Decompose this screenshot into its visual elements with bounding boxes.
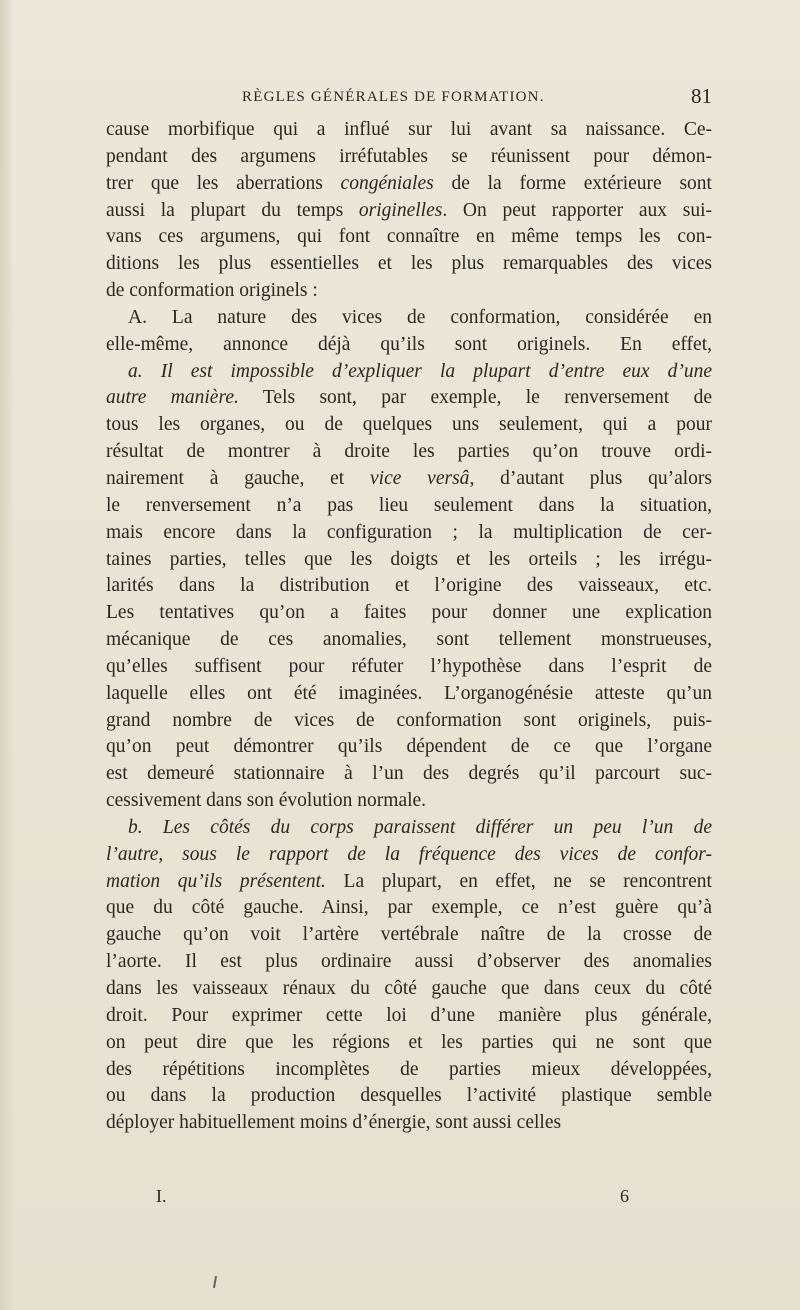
italic-segment: b. Les côtés du corps paraissent différer un peu l’un de — [128, 816, 712, 838]
text-segment: . On peut rapporter aux sui- — [442, 199, 712, 221]
text-line — [106, 681, 712, 708]
text-segment: cessivement dans son évolution normale. — [106, 790, 427, 812]
text-line — [106, 493, 712, 520]
text-line — [106, 520, 712, 547]
text-line — [106, 869, 712, 896]
text-line — [106, 734, 712, 761]
text-segment: A. La nature des vices de conformation, considérée en — [128, 306, 712, 328]
italic-segment: a. Il est impossible d’expliquer la plupart d’entre eux d’une — [128, 360, 712, 382]
signature-mark: I. — [156, 1186, 167, 1206]
text-line — [106, 895, 712, 922]
text-line — [106, 573, 712, 600]
text-segment: trer que les aberrations — [106, 172, 341, 194]
text-segment: aussi la plupart du temps — [106, 199, 359, 221]
page-footer — [106, 1186, 712, 1212]
text-segment: que du côté gauche. Ainsi, par exemple, ce n’est guère qu’à — [106, 897, 712, 919]
text-segment: dans les vaisseaux rénaux du côté gauche que dans ceux du côté — [106, 978, 712, 999]
text-segment: pendant des argumens irréfutables se réunissent pour démon- — [106, 145, 712, 167]
body-text — [106, 117, 712, 1137]
text-segment: larités dans la distribution et l’origine des vaisseaux, etc. — [106, 575, 712, 597]
text-line — [106, 171, 712, 198]
page-edge-shadow — [0, 0, 14, 1310]
text-line — [106, 1110, 712, 1137]
italic-segment: mation qu’ils présentent. — [106, 870, 326, 892]
text-segment: elle-même, annonce déjà qu’ils sont originels. En effet, — [106, 333, 712, 355]
italic-segment: autre manière. — [106, 387, 239, 409]
text-segment: laquelle elles ont été imaginées. L’organogénésie atteste qu’un — [106, 682, 712, 704]
text-segment: mais encore dans la configuration ; la multiplication de cer- — [106, 521, 712, 543]
page-number: 81 — [691, 84, 712, 108]
text-line — [106, 1057, 712, 1084]
text-segment: La plupart, en effet, ne se rencontrent — [325, 870, 712, 892]
text-line — [106, 976, 712, 1003]
text-segment: résultat de montrer à droite les parties qu’on trouve ordi- — [106, 441, 712, 463]
text-line — [106, 224, 712, 251]
text-segment: ditions les plus essentielles et les plus remarquables des vices — [106, 253, 712, 275]
text-line — [106, 1030, 712, 1057]
text-line — [106, 198, 712, 225]
sheet-number: 6 — [620, 1186, 629, 1206]
text-segment: Les tentatives qu’on a faites pour donner une explication — [106, 602, 712, 624]
text-line — [106, 439, 712, 466]
text-line — [106, 117, 712, 144]
text-segment: vans ces argumens, qui font connaître en même temps les con- — [106, 226, 712, 248]
italic-segment: l’autre, sous le rapport de la fréquence des vices de confor- — [106, 843, 712, 865]
text-line — [106, 1083, 712, 1110]
text-segment: mécanique de ces anomalies, sont tellement monstrueuses, — [106, 629, 712, 651]
text-segment: l’aorte. Il est plus ordinaire aussi d’observer des anomalies — [106, 951, 712, 973]
text-segment: cause morbifique qui a influé sur lui avant sa naissance. Ce- — [106, 119, 712, 140]
text-segment: taines parties, telles que les doigts et les orteils ; les irrégu- — [106, 548, 712, 570]
text-line — [106, 949, 712, 976]
text-segment: est demeuré stationnaire à l’un des degrés qu’il parcourt suc- — [106, 763, 712, 785]
text-segment: , d’autant plus qu’alors — [469, 467, 713, 489]
italic-segment: congéniales — [340, 172, 434, 194]
text-line — [106, 305, 712, 332]
text-segment: le renversement n’a pas lieu seulement dans la situation, — [106, 494, 712, 516]
text-line — [106, 815, 712, 842]
text-line — [106, 842, 712, 869]
text-line — [106, 385, 712, 412]
text-segment: ou dans la production desquelles l’activité plastique semble — [106, 1085, 712, 1107]
text-segment: gauche qu’on voit l’artère vertébrale naître de la crosse de — [106, 924, 712, 946]
text-line — [106, 1003, 712, 1030]
text-segment: tous les organes, ou de quelques uns seulement, qui a pour — [106, 414, 712, 436]
text-line — [106, 922, 712, 949]
page-header — [106, 84, 712, 114]
text-line — [106, 788, 712, 815]
text-line — [106, 627, 712, 654]
running-head: RÈGLES GÉNÉRALES DE FORMATION. — [242, 89, 545, 105]
italic-segment: originelles — [358, 199, 443, 221]
text-segment: des répétitions incomplètes de parties mieux développées, — [106, 1058, 712, 1080]
text-segment: droit. Pour exprimer cette loi d’une manière plus générale, — [106, 1004, 712, 1026]
text-segment: qu’elles suffisent pour réfuter l’hypothèse dans l’esprit de — [106, 655, 712, 677]
text-line — [106, 332, 712, 359]
text-segment: qu’on peut démontrer qu’ils dépendent de ce que l’organe — [106, 736, 712, 758]
text-line — [106, 144, 712, 171]
text-segment: grand nombre de vices de conformation sont originels, puis- — [106, 709, 712, 731]
text-line — [106, 412, 712, 439]
text-line — [106, 654, 712, 681]
text-segment: de conformation originels : — [106, 280, 318, 302]
text-line — [106, 466, 712, 493]
italic-segment: vice versâ — [370, 467, 470, 489]
text-line — [106, 278, 712, 305]
text-line — [106, 600, 712, 627]
text-segment: nairement à gauche, et — [106, 467, 370, 489]
text-line — [106, 251, 712, 278]
text-segment: de la forme extérieure sont — [433, 172, 712, 194]
text-line — [106, 761, 712, 788]
text-segment: on peut dire que les régions et les parties qui ne sont que — [106, 1031, 712, 1053]
text-segment: déployer habituellement moins d’énergie, sont aussi celles — [106, 1112, 562, 1134]
ink-mark — [213, 1276, 217, 1288]
text-segment: Tels sont, par exemple, le renversement de — [238, 387, 712, 409]
text-line — [106, 708, 712, 735]
text-line — [106, 359, 712, 386]
text-line — [106, 547, 712, 574]
